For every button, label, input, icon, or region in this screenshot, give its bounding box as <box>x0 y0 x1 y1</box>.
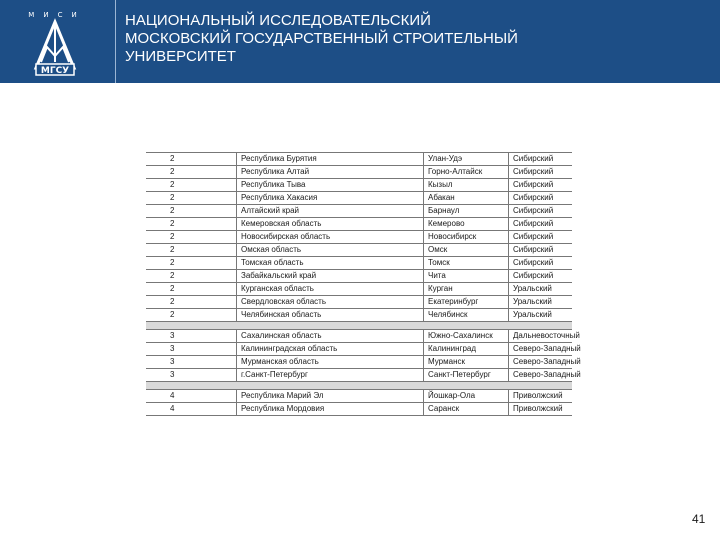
region-cell: Курганская область <box>237 283 424 296</box>
region-cell: Калининградская область <box>237 343 424 356</box>
table-row <box>146 369 572 382</box>
district-cell: Сибирский <box>509 166 573 179</box>
zone-cell: 2 <box>146 296 237 309</box>
zone-cell: 2 <box>146 205 237 218</box>
district-cell: Приволжский <box>509 390 573 403</box>
city-cell: Калининград <box>424 343 509 356</box>
zone-cell: 3 <box>146 330 237 343</box>
logo-emblem-icon <box>0 0 115 83</box>
region-cell: г.Санкт-Петербург <box>237 369 424 382</box>
region-cell: Республика Мордовия <box>237 403 424 416</box>
zone-cell: 3 <box>146 356 237 369</box>
city-cell: Мурманск <box>424 356 509 369</box>
district-cell: Уральский <box>509 309 573 322</box>
region-cell: Республика Алтай <box>237 166 424 179</box>
city-cell: Абакан <box>424 192 509 205</box>
zone-cell: 2 <box>146 166 237 179</box>
city-cell: Барнаул <box>424 205 509 218</box>
table-row <box>146 257 572 270</box>
title-line-2: МОСКОВСКИЙ ГОСУДАРСТВЕННЫЙ СТРОИТЕЛЬНЫЙ <box>125 30 518 47</box>
table-row <box>146 244 572 257</box>
district-cell: Приволжский <box>509 403 573 416</box>
page-number: 41 <box>692 512 706 526</box>
header-bar <box>0 0 720 83</box>
region-cell: Свердловская область <box>237 296 424 309</box>
district-cell: Сибирский <box>509 192 573 205</box>
district-cell: Северо-Западный <box>509 369 573 382</box>
title-line-3: УНИВЕРСИТЕТ <box>125 48 236 65</box>
city-cell: Челябинск <box>424 309 509 322</box>
region-cell: Челябинская область <box>237 309 424 322</box>
table-row <box>146 403 572 416</box>
region-cell: Омская область <box>237 244 424 257</box>
zone-cell: 2 <box>146 257 237 270</box>
region-cell: Забайкальский край <box>237 270 424 283</box>
city-cell: Саранск <box>424 403 509 416</box>
zone-cell: 2 <box>146 283 237 296</box>
table-row <box>146 356 572 369</box>
regions-table <box>146 152 581 416</box>
city-cell: Санкт-Петербург <box>424 369 509 382</box>
district-cell: Дальневосточный <box>509 330 573 343</box>
region-cell: Республика Марий Эл <box>237 390 424 403</box>
table-row <box>146 231 572 244</box>
zone-cell: 2 <box>146 270 237 283</box>
city-cell: Омск <box>424 244 509 257</box>
district-cell: Уральский <box>509 283 573 296</box>
logo-text: МГСУ <box>40 66 70 76</box>
table-row <box>146 166 572 179</box>
table-row <box>146 283 572 296</box>
district-cell: Северо-Западный <box>509 343 573 356</box>
city-cell: Курган <box>424 283 509 296</box>
university-logo <box>0 0 116 83</box>
district-cell: Сибирский <box>509 270 573 283</box>
table-row <box>146 205 572 218</box>
zone-cell: 2 <box>146 153 237 166</box>
zone-cell: 3 <box>146 343 237 356</box>
city-cell: Южно-Сахалинск <box>424 330 509 343</box>
city-cell: Новосибирск <box>424 231 509 244</box>
region-cell: Алтайский край <box>237 205 424 218</box>
region-cell: Кемеровская область <box>237 218 424 231</box>
table-row <box>146 192 572 205</box>
district-cell: Северо-Западный <box>509 356 573 369</box>
city-cell: Йошкар-Ола <box>424 390 509 403</box>
title-line-1: НАЦИОНАЛЬНЫЙ ИССЛЕДОВАТЕЛЬСКИЙ <box>125 12 431 29</box>
table-row <box>146 218 572 231</box>
city-cell: Кызыл <box>424 179 509 192</box>
district-cell: Сибирский <box>509 257 573 270</box>
zone-cell: 2 <box>146 244 237 257</box>
city-cell: Томск <box>424 257 509 270</box>
zone-cell: 4 <box>146 403 237 416</box>
region-cell: Республика Бурятия <box>237 153 424 166</box>
table-row <box>146 330 572 343</box>
city-cell: Екатеринбург <box>424 296 509 309</box>
district-cell: Сибирский <box>509 153 573 166</box>
zone-cell: 2 <box>146 231 237 244</box>
zone-cell: 2 <box>146 309 237 322</box>
logo-letters: МИСИ <box>28 11 86 19</box>
region-cell: Мурманская область <box>237 356 424 369</box>
zone-cell: 3 <box>146 369 237 382</box>
district-cell: Уральский <box>509 296 573 309</box>
university-title <box>125 12 518 66</box>
table-row <box>146 270 572 283</box>
table-row <box>146 296 572 309</box>
table-row <box>146 153 572 166</box>
district-cell: Сибирский <box>509 218 573 231</box>
table-row <box>146 179 572 192</box>
city-cell: Горно-Алтайск <box>424 166 509 179</box>
zone-cell: 2 <box>146 179 237 192</box>
district-cell: Сибирский <box>509 244 573 257</box>
group-separator <box>146 322 572 330</box>
region-cell: Томская область <box>237 257 424 270</box>
table-row <box>146 343 572 356</box>
zone-cell: 2 <box>146 192 237 205</box>
city-cell: Улан-Удэ <box>424 153 509 166</box>
district-cell: Сибирский <box>509 231 573 244</box>
table-row <box>146 309 572 322</box>
district-cell: Сибирский <box>509 179 573 192</box>
zone-cell: 4 <box>146 390 237 403</box>
group-separator <box>146 382 572 390</box>
table-row <box>146 390 572 403</box>
city-cell: Кемерово <box>424 218 509 231</box>
city-cell: Чита <box>424 270 509 283</box>
district-cell: Сибирский <box>509 205 573 218</box>
zone-cell: 2 <box>146 218 237 231</box>
region-cell: Республика Тыва <box>237 179 424 192</box>
region-cell: Республика Хакасия <box>237 192 424 205</box>
region-cell: Новосибирская область <box>237 231 424 244</box>
region-cell: Сахалинская область <box>237 330 424 343</box>
